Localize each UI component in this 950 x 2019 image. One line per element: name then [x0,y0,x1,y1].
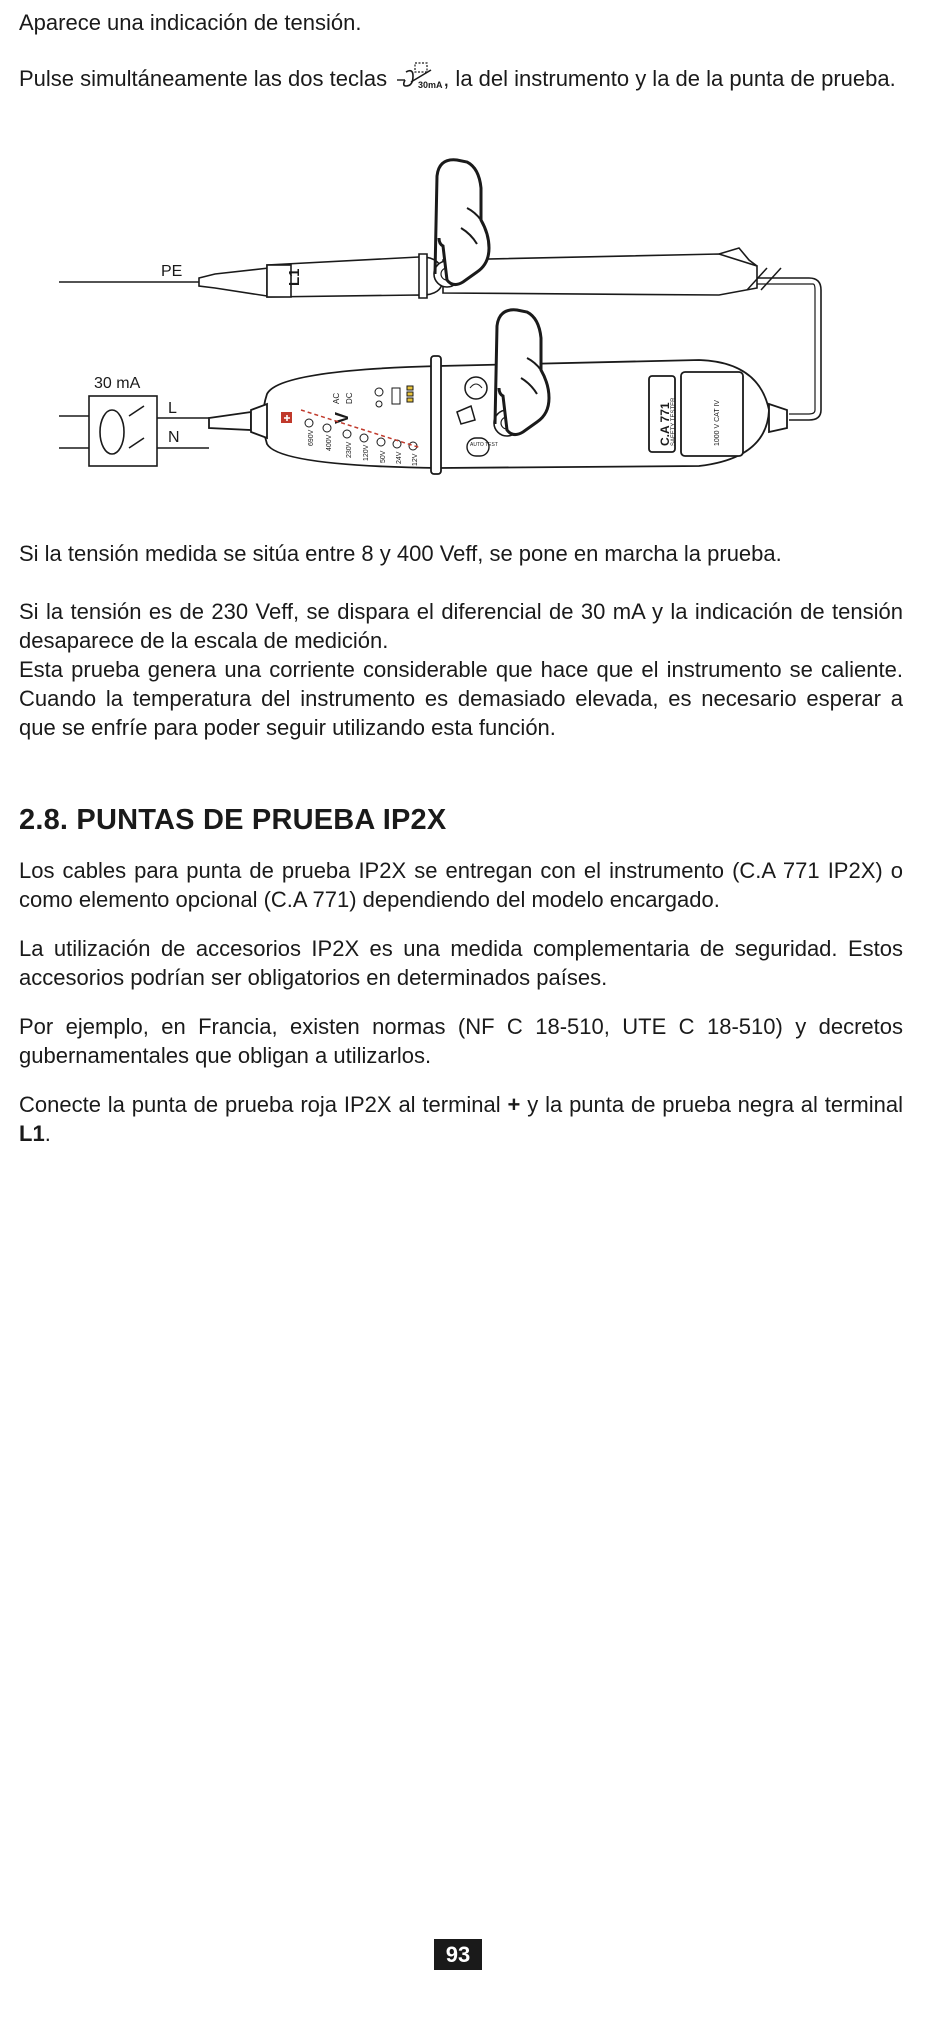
pe-label: PE [161,263,183,280]
v-ac-label: AC [332,392,341,404]
connect-text-a: Conecte la punta de prueba roja IP2X al terminal [19,1092,508,1117]
l1-terminal: L1 [19,1121,45,1146]
rcd-test-diagram [19,148,903,508]
rcd-30ma-breaker [59,396,209,466]
scale-label: 50V [380,450,387,463]
tester-light-button [465,377,487,399]
scale-label: 230V [346,441,353,458]
press-keys-text-end: , la del instrumento y la de la punta de prueba. [443,66,896,91]
scale-label: 12V [412,453,419,466]
press-keys-text-start: Pulse simultáneamente las dos teclas [19,66,394,91]
model-sub-label: SAFETY TESTER [671,397,677,446]
connect-text-end: . [44,1121,51,1146]
paragraph-press-keys [19,62,903,93]
scale-label: 120V [363,444,370,461]
rcd-test-key-icon [393,62,443,92]
paragraph-test-starts: Si la tensión medida se sitúa entre 8 y 400 Veff, se pone en marcha la prueba. [19,541,782,566]
key-30ma-label: 30mA [418,80,443,90]
paragraph-ip2x-cables: Los cables para punta de prueba IP2X se entregan con el instrumento (C.A 771 IP2X) o como elemento opcional (C.A 771) dependiendo del modelo encargado. [19,858,903,912]
paragraph-heat-warning: Esta prueba genera una corriente considerable que hace que el instrumento se caliente. Cuando la temperatura del instrumento es demasiado elevada, es necesario esperar a que se enfríe para poder seguir utilizando esta función. [19,657,903,740]
v-dc-label: DC [345,392,354,404]
paragraph-voltage-indication: Aparece una indicación de tensión. [19,10,362,35]
line-l-label: L [168,400,177,417]
line-n-label: N [168,429,180,446]
section-heading: 2.8. PUNTAS DE PRUEBA IP2X [19,804,447,836]
probe-l1-label: L1 [286,268,303,286]
rating-label: 1000 V CAT IV [714,399,721,446]
paragraph-rcd-trips: Si la tensión es de 230 Veff, se dispara el diferencial de 30 mA y la indicación de tensión desaparece de la escala de medición. [19,599,903,653]
connect-text-b: y la punta de prueba negra al terminal [520,1092,904,1117]
model-label: C.A 771 [658,402,672,446]
paragraph-ip2x-safety: La utilización de accesorios IP2X es una medida complementaria de seguridad. Estos accesorios podrían ser obligatorios en determinados países. [19,936,903,990]
v-label: V [332,411,352,424]
rcd-30ma-label: 30 mA [94,375,141,392]
paragraph-connect-probes [19,1090,903,1148]
auto-test-label: AUTO TEST [470,442,498,448]
plus-terminal: + [507,1092,521,1117]
paragraph-standards-example: Por ejemplo, en Francia, existen normas (NF C 18-510, UTE C 18-510) y decretos gubernamentales que obligan a utilizarlos. [19,1014,903,1068]
scale-label: 690V [308,429,315,446]
page-number: 93 [434,1939,482,1970]
scale-label: 400V [326,434,333,451]
scale-label: 24V [396,451,403,464]
